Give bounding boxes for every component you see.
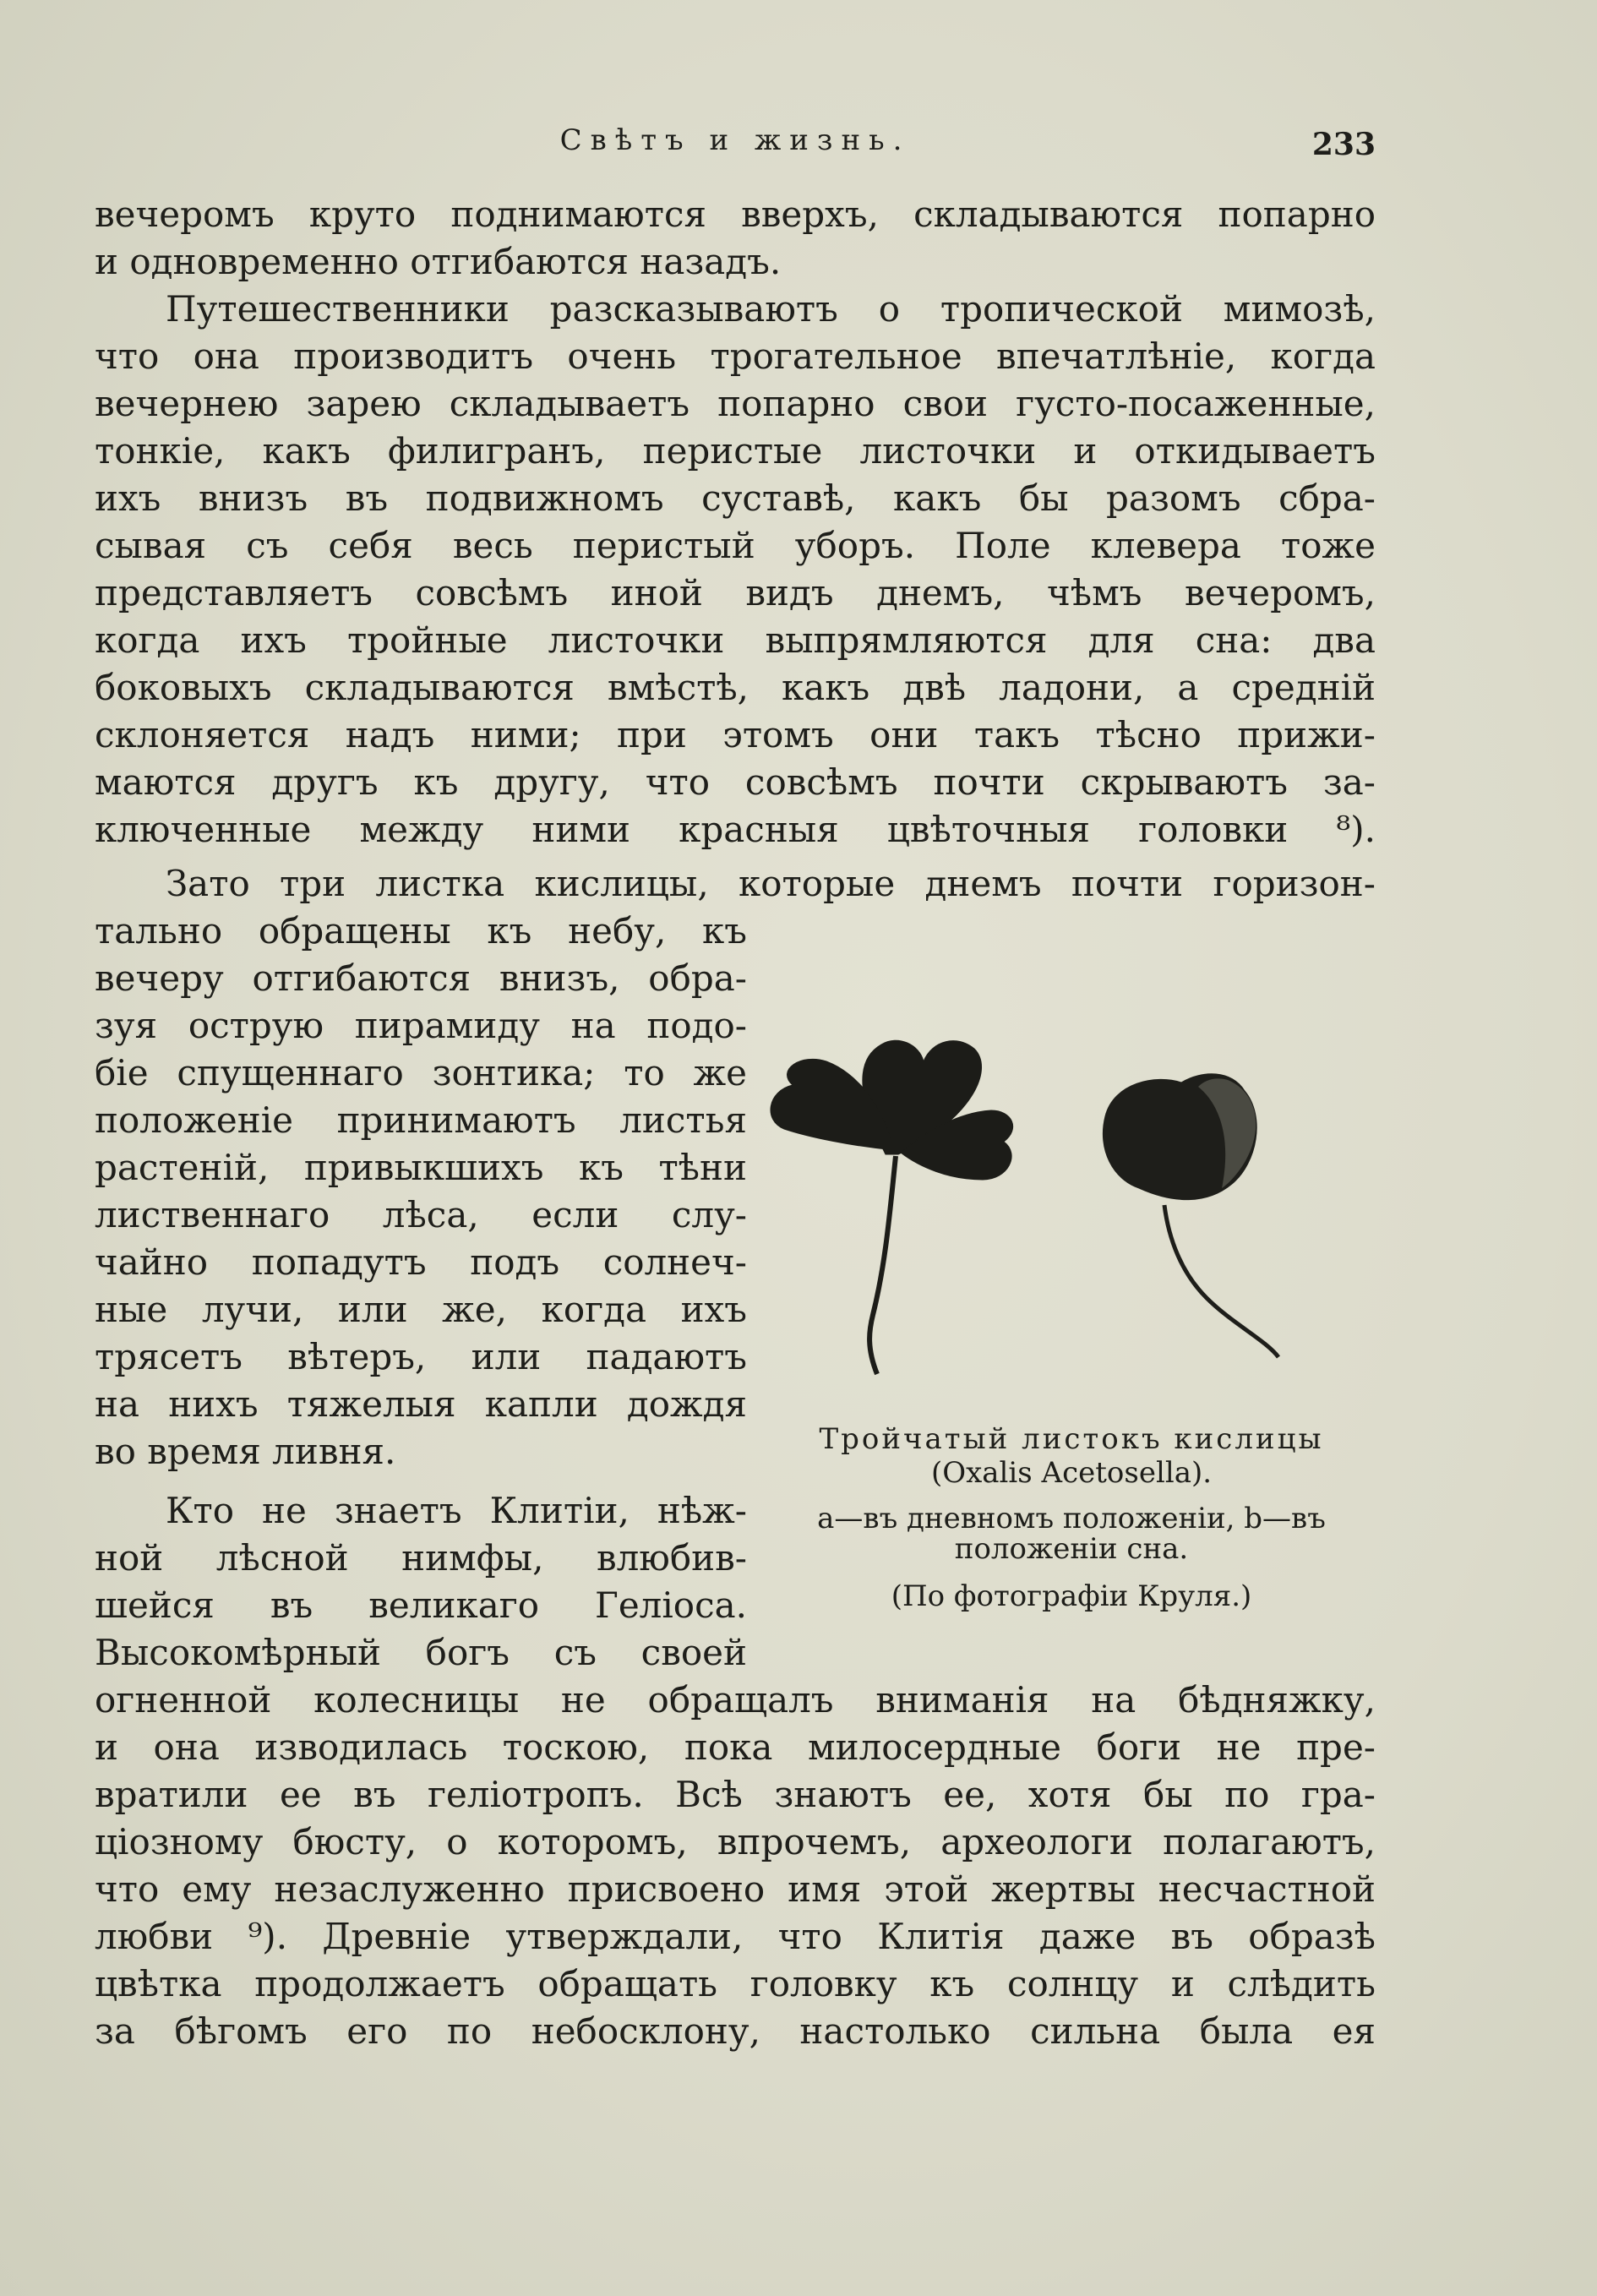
text-line: на нихъ тяжелыя капли дождя — [95, 1383, 747, 1425]
text-line: боковыхъ складываются вмѣстѣ, какъ двѣ ладони, а средній — [95, 667, 1376, 708]
text-line: тонкіе, какъ филигранъ, перистые листочки и откидываетъ — [95, 430, 1376, 472]
text-line: вратили ее въ геліотропъ. Всѣ знаютъ ее, хотя бы по гра- — [95, 1774, 1376, 1815]
text-line: ихъ внизъ въ подвижномъ суставѣ, какъ бы разомъ сбра- — [95, 477, 1376, 519]
text-line: положеніе принимаютъ листья — [95, 1099, 747, 1141]
text-line: маются другъ къ другу, что совсѣмъ почти скрываютъ за- — [95, 761, 1376, 803]
figure-caption-latin: (Oxalis Acetosella). — [930, 1456, 1213, 1490]
page-number: 233 — [1311, 127, 1376, 162]
figure-caption-title: Тройчатый листокъ кислицы — [819, 1422, 1324, 1456]
text-line: растеній, привыкшихъ къ тѣни — [95, 1147, 747, 1188]
text-line: Высокомѣрный богъ съ своей — [95, 1632, 747, 1673]
page-header — [95, 123, 1376, 164]
text-line: склоняется надъ ними; при этомъ они такъ тѣсно прижи- — [95, 714, 1376, 755]
text-line: вечеромъ круто поднимаются вверхъ, складываются попарно — [95, 194, 1376, 235]
text-line: и она изводилась тоскою, пока милосердные боги не пре- — [95, 1726, 1376, 1768]
text-line: лиственнаго лѣса, если слу- — [95, 1194, 747, 1235]
text-line: сывая съ себя весь перистый уборъ. Поле клевера тоже — [95, 525, 1376, 566]
text-line: представляетъ совсѣмъ иной видъ днемъ, чѣмъ вечеромъ, — [95, 572, 1376, 614]
text-line: и одновременно отгибаются назадъ. — [95, 241, 782, 282]
text-line: что ему незаслуженно присвоено имя этой жертвы несчастной — [95, 1868, 1376, 1910]
text-line: вечеру отгибаются внизъ, обра- — [95, 957, 747, 999]
figure-caption-credit: (По фотографіи Круля.) — [891, 1579, 1252, 1613]
text-line: любви ⁹). Древніе утверждали, что Клитія даже въ образѣ — [95, 1916, 1376, 1957]
text-line: шейся въ великаго Геліоса. — [95, 1584, 747, 1626]
text-line: вечернею зарею складываетъ попарно свои густо-посаженные, — [95, 383, 1376, 424]
text-line: ціозному бюсту, о которомъ, впрочемъ, археологи полагаютъ, — [95, 1821, 1376, 1862]
figure-caption-description: положеніи сна. — [954, 1532, 1189, 1566]
text-line: тально обращены къ небу, къ — [95, 910, 747, 952]
text-line: зуя острую пирамиду на подо- — [95, 1005, 747, 1046]
leaf-day-position — [771, 1040, 1013, 1374]
text-line: Зато три листка кислицы, которые днемъ почти горизон- — [166, 863, 1376, 904]
text-line: за бѣгомъ его по небосклону, настолько сильна была ея — [95, 2010, 1376, 2052]
text-line: огненной колесницы не обращалъ вниманія на бѣдняжку, — [95, 1679, 1376, 1721]
text-line: Путешественники разсказываютъ о тропической мимозѣ, — [166, 288, 1376, 330]
text-line: трясетъ вѣтеръ, или падаютъ — [95, 1336, 747, 1377]
text-line: что она производитъ очень трогательное впечатлѣніе, когда — [95, 335, 1376, 377]
text-line: когда ихъ тройные листочки выпрямляются для сна: два — [95, 619, 1376, 661]
text-line: во время ливня. — [95, 1431, 396, 1472]
text-line: ключенные между ними красныя цвѣточныя головки ⁸). — [95, 809, 1376, 850]
leaf-sleep-position — [1103, 1074, 1278, 1357]
running-title: Свѣтъ и жизнь. — [559, 123, 911, 157]
text-line: чайно попадутъ подъ солнеч- — [95, 1241, 747, 1283]
oxalis-illustration — [759, 935, 1384, 1391]
oxalis-figure — [759, 935, 1384, 1391]
figure-caption-description: а—въ дневномъ положеніи, b—въ — [817, 1502, 1326, 1535]
text-line: Кто не знаетъ Клитіи, нѣж- — [166, 1490, 747, 1531]
text-line: біе спущеннаго зонтика; то же — [95, 1052, 747, 1093]
text-line: ные лучи, или же, когда ихъ — [95, 1289, 747, 1330]
text-line: цвѣтка продолжаетъ обращать головку къ солнцу и слѣдить — [95, 1963, 1376, 2004]
text-line: ной лѣсной нимфы, влюбив- — [95, 1537, 747, 1579]
